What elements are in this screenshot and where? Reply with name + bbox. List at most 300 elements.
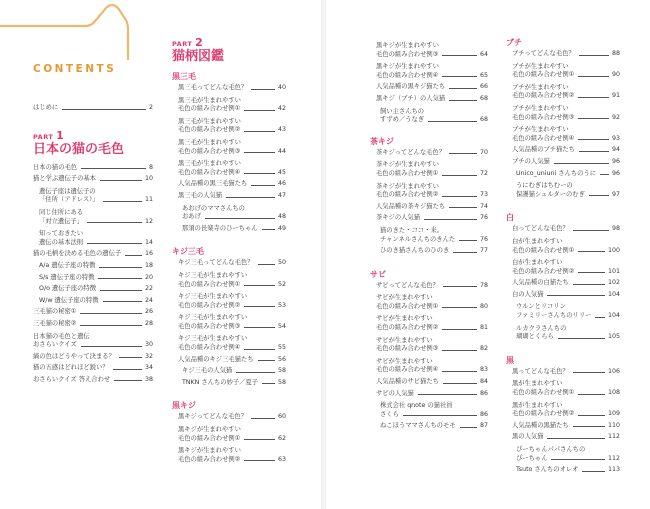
toc-entry xyxy=(506,71,620,80)
toc-entry xyxy=(370,203,488,212)
toc-page-number: 44 xyxy=(277,147,286,155)
toc-page-number: 100 xyxy=(607,246,620,254)
toc-page-number: 91 xyxy=(611,92,620,100)
toc-entry xyxy=(506,126,620,135)
toc-entry-title: 黒の人気猫 xyxy=(512,433,544,441)
toc-entry-title: 毛色の組み合わせ例③ xyxy=(178,322,241,330)
toc-entry-title: サビが生まれやすい xyxy=(376,294,433,302)
leader-line xyxy=(244,173,275,174)
toc-entry-title: 毛色の組み合わせ例② xyxy=(178,126,241,134)
toc-page-number: 68 xyxy=(479,116,488,124)
leader-line xyxy=(113,369,142,370)
toc-page-number: 30 xyxy=(144,341,153,349)
toc-entry xyxy=(33,250,153,259)
toc-entry-title: 白が生まれやすい xyxy=(512,259,563,267)
section-heading: サビ xyxy=(370,269,386,279)
toc-entry-title: ブチが生まれやすい xyxy=(512,62,569,70)
section-heading: 白 xyxy=(506,213,514,223)
leader-line xyxy=(251,185,275,186)
toc-entry xyxy=(172,148,286,157)
toc-entry-title: ぴーちゃんパパさんちの xyxy=(516,446,586,453)
toc-entry-title: おさらいクイズ 答え合わせ xyxy=(33,375,111,383)
leader-line xyxy=(459,240,477,241)
leader-line xyxy=(244,152,275,153)
toc-page-number: 46 xyxy=(277,180,286,188)
leader-line xyxy=(600,174,609,175)
toc-entry xyxy=(33,239,153,248)
toc-entry xyxy=(506,291,620,300)
leader-line xyxy=(236,372,275,373)
toc-page-number: 83 xyxy=(479,366,488,374)
toc-entry-title: W/w 遺伝子座の特徴 xyxy=(39,296,99,304)
toc-entry xyxy=(33,218,153,227)
toc-entry-title: 猫のきた・ココ・来。 xyxy=(380,226,443,234)
toc-page-number: 94 xyxy=(611,146,620,154)
toc-entry xyxy=(172,335,286,344)
toc-entry xyxy=(506,158,620,167)
toc-entry-title: 毛色の組み合わせ例① xyxy=(178,280,241,288)
toc-entry xyxy=(33,320,153,329)
toc-entry-title: 茶キジってどんな毛色？ xyxy=(376,148,446,156)
toc-entry-title: 株式会社 qnote の猫社員 xyxy=(380,402,453,410)
toc-entry-title: ひのき猫さんちのひのき xyxy=(380,247,450,255)
toc-page-number: 50 xyxy=(277,259,286,267)
toc-entry-title: 黒三毛が生まれやすい xyxy=(178,117,241,125)
leader-line xyxy=(453,252,477,253)
toc-entry xyxy=(370,108,488,117)
leader-line xyxy=(578,139,609,140)
leader-line xyxy=(582,471,604,472)
toc-entry xyxy=(506,446,620,455)
leader-line xyxy=(428,121,477,122)
toc-entry-title: 遺伝の基本法則 xyxy=(39,238,84,246)
toc-entry-title: キジ三毛が生まれやすい xyxy=(178,314,248,322)
toc-page-number: 104 xyxy=(607,312,620,320)
toc-page-number: 10 xyxy=(144,175,153,183)
toc-page-number: 104 xyxy=(607,290,620,298)
toc-entry-title: 猫の毛柄を決める毛色の遺伝子 xyxy=(33,250,122,258)
leader-line xyxy=(595,317,605,318)
toc-entry-title: キジ三毛が生まれやすい xyxy=(178,271,248,279)
toc-entry-title: 毛色の組み合わせ例② xyxy=(512,92,575,100)
toc-entry-title: うにむぎはちむーの xyxy=(516,182,573,190)
toc-entry xyxy=(370,411,488,420)
leader-line xyxy=(99,267,142,268)
leader-line xyxy=(244,285,275,286)
toc-entry-title: サビの人気猫 xyxy=(376,389,414,397)
toc-entry-title: 同じ住所にある xyxy=(39,208,84,216)
toc-page-number: 32 xyxy=(144,352,153,360)
toc-entry xyxy=(370,51,488,60)
toc-entry xyxy=(370,83,488,92)
toc-entry-title: 毛色の組み合わせ例① xyxy=(512,246,575,254)
toc-entry xyxy=(172,205,286,214)
toc-entry xyxy=(172,281,286,290)
toc-entry xyxy=(370,161,488,170)
leader-line xyxy=(573,372,605,373)
toc-page-number: 82 xyxy=(479,345,488,353)
toc-entry xyxy=(172,379,286,388)
toc-entry-title: 三毛猫の秘密② xyxy=(33,319,77,327)
toc-entry-title: 人気品種の黒猫たち xyxy=(512,421,569,429)
toc-entry xyxy=(172,323,286,332)
toc-entry xyxy=(172,302,286,311)
toc-entry-title: 毛色の組み合わせ例④ xyxy=(512,134,575,142)
toc-entry-title: ねこほうママさんちのモモ xyxy=(380,422,456,430)
part1-title: 日本の猫の毛色 xyxy=(33,141,125,157)
toc-entry xyxy=(370,191,488,200)
toc-page-number: 20 xyxy=(144,273,153,281)
toc-entry xyxy=(506,380,620,389)
leader-line xyxy=(100,290,142,291)
toc-page-number: 45 xyxy=(277,168,286,176)
toc-entry xyxy=(506,63,620,72)
leader-line xyxy=(244,327,275,328)
toc-entry xyxy=(33,164,153,173)
toc-page-number: 86 xyxy=(479,389,488,397)
part2-title: 猫柄図鑑 xyxy=(172,49,225,64)
toc-entry-title: さくら xyxy=(380,410,399,418)
toc-entry-title: TNKN さんちの妙子／夏子 xyxy=(182,378,259,386)
toc-entry-title: 毛色の組み合わせ例④ xyxy=(376,71,439,79)
toc-page-number: 78 xyxy=(479,281,488,289)
toc-entry xyxy=(506,92,620,101)
toc-entry xyxy=(506,182,620,191)
leader-line xyxy=(573,426,605,427)
toc-entry-title: 知っておきたい xyxy=(39,230,84,238)
toc-entry xyxy=(370,170,488,179)
toc-entry xyxy=(506,268,620,277)
toc-entry-title: 「対立遺伝子」 xyxy=(39,217,84,225)
toc-entry xyxy=(506,135,620,144)
toc-page-number: 90 xyxy=(611,71,620,79)
toc-entry-title: 毛色の組み合わせ例② xyxy=(376,191,439,199)
toc-entry-title: 毛色の組み合わせ例① xyxy=(376,302,439,310)
leader-line xyxy=(244,349,275,350)
toc-page-number: 113 xyxy=(607,466,620,474)
contents-title: CONTENTS xyxy=(33,63,117,75)
toc-page-number: 66 xyxy=(479,83,488,91)
toc-page-number: 102 xyxy=(607,279,620,287)
section-heading: ブチ xyxy=(506,38,522,47)
leader-line xyxy=(80,325,142,326)
toc-entry-title: 白ってどんな毛色？ xyxy=(512,225,569,233)
toc-entry xyxy=(506,170,620,179)
toc-entry-title: あおげのママさんちの xyxy=(182,204,245,212)
toc-entry xyxy=(506,50,620,59)
toc-entry xyxy=(506,238,620,247)
toc-entry-title: 黒キジ（ブチ）の人気猫 xyxy=(376,94,446,102)
leader-line xyxy=(449,88,477,89)
toc-entry xyxy=(370,227,488,236)
toc-page-number: 54 xyxy=(277,322,286,330)
toc-entry xyxy=(172,367,286,376)
toc-page-number: 96 xyxy=(611,169,620,177)
leader-line xyxy=(81,168,146,169)
toc-entry-title: 遺伝子座は遺伝子の xyxy=(39,187,96,195)
toc-entry xyxy=(506,368,620,377)
toc-entry-title: 毛色の組み合わせ例② xyxy=(178,301,241,309)
toc-entry xyxy=(506,333,620,342)
toc-page-number: 43 xyxy=(277,126,286,134)
toc-page-number: 16 xyxy=(144,250,153,258)
leader-line xyxy=(442,175,477,176)
toc-page-number: 22 xyxy=(144,285,153,293)
toc-entry-title: 毛色の組み合わせ例② xyxy=(512,410,575,418)
section-heading: 茶キジ xyxy=(370,136,394,146)
toc-entry-title: 茶キジが生まれやすい xyxy=(376,161,439,169)
leader-line xyxy=(418,394,477,395)
toc-entry-title: 日本の猫の毛色 xyxy=(33,163,78,171)
toc-entry xyxy=(370,294,488,303)
toc-entry-title: 人気品種のキジ三毛猫たち xyxy=(178,355,254,363)
toc-entry xyxy=(172,84,286,93)
toc-entry xyxy=(370,315,488,324)
toc-page-number: 112 xyxy=(607,433,620,441)
toc-entry-title: 毛色の組み合わせ例③ xyxy=(512,113,575,121)
toc-page-number: 80 xyxy=(479,302,488,310)
toc-page-number: 28 xyxy=(144,319,153,327)
toc-entry xyxy=(506,114,620,123)
toc-entry xyxy=(33,376,153,385)
toc-entry-title: キジ三毛の人気猫 xyxy=(182,367,233,375)
toc-page-number: 87 xyxy=(479,422,488,430)
toc-entry-title: 黒三毛の人気猫 xyxy=(178,191,223,199)
toc-column-right-2 xyxy=(506,32,620,483)
leader-line xyxy=(547,295,604,296)
toc-entry xyxy=(172,126,286,135)
toc-entry-title: 人気品種の黒キジ猫たち xyxy=(376,83,446,91)
toc-entry xyxy=(33,308,153,317)
leader-line xyxy=(579,151,609,152)
toc-page-number: 106 xyxy=(607,367,620,375)
toc-entry-title: 黒が生まれやすい xyxy=(512,380,563,388)
leader-line xyxy=(244,131,275,132)
toc-page-number: 105 xyxy=(607,333,620,341)
toc-page-number: 47 xyxy=(277,191,286,199)
toc-entry-title: ブチが生まれやすい xyxy=(512,126,569,134)
toc-entry xyxy=(370,72,488,81)
right-page xyxy=(326,0,650,509)
toc-page-number: 55 xyxy=(277,344,286,352)
leader-line xyxy=(442,55,477,56)
part2-label: PART 2 xyxy=(172,36,204,49)
toc-entry-title: キジ三毛が生まれやすい xyxy=(178,293,248,301)
leader-line xyxy=(547,438,604,439)
toc-page-number: 74 xyxy=(479,202,488,210)
toc-entry xyxy=(506,303,620,312)
toc-page-number: 42 xyxy=(277,105,286,113)
toc-entry-title: 毛色の組み合わせ例④ xyxy=(178,168,241,176)
toc-page-number: 98 xyxy=(611,225,620,233)
toc-entry-title: O/o 遺伝子座の特徴 xyxy=(39,285,97,293)
toc-entry-title: ファミリーさんちのリリー xyxy=(516,312,592,320)
toc-page-number: 84 xyxy=(479,378,488,386)
section-heading: 黒三毛 xyxy=(172,72,196,81)
toc-page-number: 12 xyxy=(144,217,153,225)
leader-line xyxy=(442,371,477,372)
toc-entry-title: 黒が生まれやすい xyxy=(512,401,563,409)
toc-entry-title: チャンネルさんちのきんた xyxy=(380,235,456,243)
leader-line xyxy=(119,357,142,358)
toc-page-number: 92 xyxy=(611,113,620,121)
cat-ear-outline-icon xyxy=(0,0,160,60)
toc-entry xyxy=(172,456,286,465)
leader-line xyxy=(262,229,275,230)
toc-entry-title: 日本猫の毛色と遺伝 xyxy=(33,332,90,340)
toc-page-number: 81 xyxy=(479,324,488,332)
toc-entry-title: 黒三毛が生まれやすい xyxy=(178,138,241,146)
toc-column-right-1 xyxy=(370,42,488,439)
toc-entry-title: 毛色の組み合わせ例① xyxy=(376,169,439,177)
toc-entry xyxy=(172,272,286,281)
section-heading: 黒 xyxy=(506,355,514,365)
toc-entry xyxy=(370,402,488,411)
toc-entry xyxy=(506,325,620,334)
toc-entry xyxy=(172,447,286,456)
toc-entry-title: 毛色の組み合わせ例④ xyxy=(376,366,439,374)
toc-entry xyxy=(33,196,153,205)
toc-entry xyxy=(33,104,153,113)
toc-entry xyxy=(506,259,620,268)
toc-entry xyxy=(172,259,286,268)
leader-line xyxy=(442,329,477,330)
toc-page-number: 11 xyxy=(144,196,153,204)
toc-page-number: 48 xyxy=(277,213,286,221)
toc-entry xyxy=(370,95,488,104)
toc-entry-title: 猫と学ぶ遺伝子の基本 xyxy=(33,175,96,183)
toc-entry-title: サビが生まれやすい xyxy=(376,315,433,323)
toc-page-number: 18 xyxy=(144,261,153,269)
leader-line xyxy=(551,459,604,460)
toc-entry xyxy=(506,410,620,419)
toc-entry-title: 毛色の組み合わせ例① xyxy=(512,389,575,397)
leader-line xyxy=(87,243,142,244)
leader-line xyxy=(442,196,477,197)
leader-line xyxy=(262,383,275,384)
toc-entry-title: おさらいクイズ xyxy=(33,341,77,349)
toc-page-number: 14 xyxy=(144,238,153,246)
toc-entry xyxy=(506,433,620,442)
leader-line xyxy=(442,76,477,77)
toc-entry xyxy=(506,402,620,411)
toc-entry xyxy=(506,466,620,475)
leader-line xyxy=(403,415,477,416)
toc-page-number: 53 xyxy=(277,301,286,309)
toc-entry-title: 黒キジってどんな毛色？ xyxy=(178,413,248,421)
toc-entry-title: サビが生まれやすい xyxy=(376,357,433,365)
leader-line xyxy=(578,415,605,416)
toc-entry-title: 毛色の組み合わせ例③ xyxy=(178,147,241,155)
toc-entry-title: 縞の色はどうやって決まる？ xyxy=(33,352,115,360)
leader-line xyxy=(578,272,605,273)
leader-line xyxy=(244,110,275,111)
toc-page-number: 63 xyxy=(277,455,286,463)
leader-line xyxy=(244,306,275,307)
toc-entry-title: 黒キジが生まれやすい xyxy=(376,42,439,49)
toc-entry xyxy=(506,191,620,200)
leader-line xyxy=(114,380,142,381)
leader-line xyxy=(244,460,275,461)
toc-entry xyxy=(172,213,286,222)
toc-page-number: 58 xyxy=(277,378,286,386)
toc-entry-title: 猫の五感はどれほど鋭い？ xyxy=(33,364,109,372)
toc-entry xyxy=(172,160,286,169)
toc-entry xyxy=(172,225,286,234)
toc-entry xyxy=(370,390,488,399)
toc-page-number: 72 xyxy=(479,169,488,177)
toc-entry xyxy=(370,183,488,192)
toc-page-number: 109 xyxy=(607,410,620,418)
toc-entry xyxy=(172,105,286,114)
toc-entry-title: 黒三毛が生まれやすい xyxy=(178,96,241,104)
toc-entry xyxy=(33,364,153,373)
leader-line xyxy=(442,307,477,308)
leader-line xyxy=(98,278,142,279)
leader-line xyxy=(81,346,142,347)
leader-line xyxy=(554,163,609,164)
leader-line xyxy=(103,201,142,202)
toc-page-number: 96 xyxy=(611,157,620,165)
leader-line xyxy=(578,118,609,119)
section-heading: 黒キジ xyxy=(172,401,196,411)
toc-entry-title: 毛色の組み合わせ例② xyxy=(178,455,241,463)
toc-entry xyxy=(506,146,620,155)
toc-entry-title: ブチの人気猫 xyxy=(512,157,550,165)
toc-entry-title: 茶キジの人気猫 xyxy=(376,214,421,222)
toc-entry xyxy=(172,356,286,365)
toc-entry-title: 毛色の組み合わせ例③ xyxy=(376,50,439,58)
toc-page-number: 76 xyxy=(479,235,488,243)
toc-page-number: 68 xyxy=(479,94,488,102)
toc-entry xyxy=(172,139,286,148)
leader-line xyxy=(578,76,609,77)
toc-page-number: 88 xyxy=(611,50,620,57)
toc-page-number: 49 xyxy=(277,224,286,232)
toc-entry-title: 「住所（アドレス）」 xyxy=(39,196,99,204)
toc-entry-title: ウルンとリコリン xyxy=(516,303,566,311)
toc-entry-title: 毛色の組み合わせ例② xyxy=(512,267,575,275)
toc-entry-title: Unico_uniuni さんちのうに xyxy=(516,169,597,177)
toc-page-number: 86 xyxy=(479,410,488,418)
toc-entry xyxy=(172,344,286,353)
toc-page-number: 76 xyxy=(479,214,488,222)
leader-line xyxy=(443,383,477,384)
leader-line xyxy=(251,418,275,419)
toc-entry-title: 人気品種の白猫たち xyxy=(512,279,569,287)
toc-entry-title: 白の人気猫 xyxy=(512,290,544,298)
toc-entry xyxy=(506,455,620,464)
toc-entry-title: 黒キジが生まれやすい xyxy=(376,63,439,71)
toc-entry xyxy=(33,353,153,362)
toc-entry xyxy=(370,247,488,256)
toc-entry xyxy=(33,297,153,306)
toc-entry-title: A/a 遺伝子座の特徴 xyxy=(39,261,96,269)
section-heading: キジ三毛 xyxy=(172,247,204,257)
leader-line xyxy=(87,222,142,223)
toc-entry xyxy=(172,169,286,178)
toc-page-number: 24 xyxy=(144,296,153,304)
toc-entry-title: 毛色の組み合わせ例① xyxy=(512,71,575,79)
leader-line xyxy=(578,97,609,98)
toc-page-number: 97 xyxy=(611,190,620,198)
toc-page-number: 40 xyxy=(277,84,286,91)
toc-entry xyxy=(33,285,153,294)
toc-entry-title: 飼い主さんちの xyxy=(380,107,425,115)
part1-label: PART 1 xyxy=(33,128,65,142)
toc-page-number: 52 xyxy=(277,280,286,288)
toc-entry xyxy=(506,225,620,234)
